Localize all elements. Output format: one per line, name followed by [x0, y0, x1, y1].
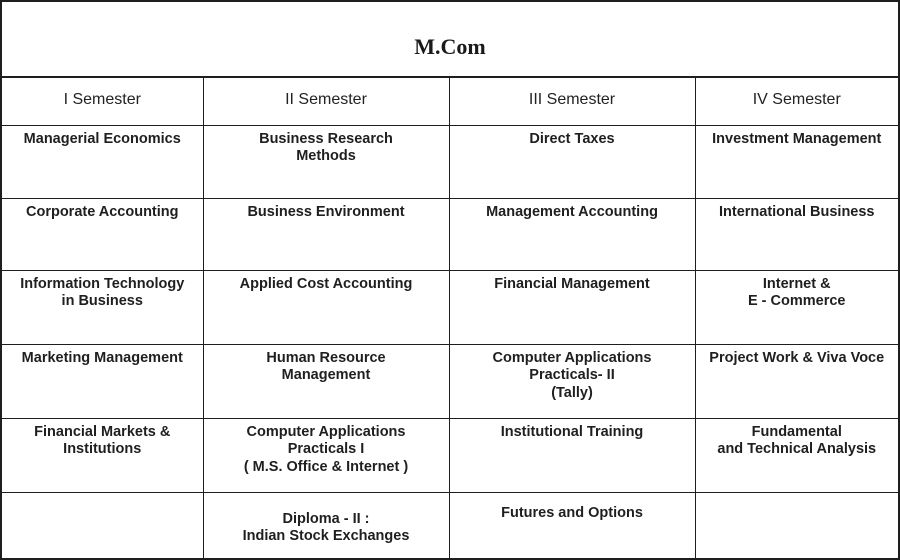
- table-row: [2, 492, 898, 560]
- title-row: [2, 2, 898, 78]
- table-row: [2, 418, 898, 492]
- table-cell: [2, 125, 203, 198]
- course-name: Direct Taxes: [529, 130, 615, 147]
- course-grid: [2, 76, 898, 560]
- table-cell: [695, 198, 898, 270]
- table-row: [2, 270, 898, 344]
- course-name: Financial Markets & Institutions: [34, 423, 171, 457]
- table-cell: [203, 418, 449, 492]
- course-name: Information Technology in Business: [20, 275, 185, 309]
- semester-label: II Semester: [285, 91, 367, 109]
- table-cell: [449, 418, 695, 492]
- semester-header: [449, 76, 695, 125]
- table-cell: [695, 270, 898, 344]
- table-cell: [449, 270, 695, 344]
- table-cell: [203, 344, 449, 418]
- course-name: Internet & E - Commerce: [747, 275, 846, 309]
- course-name: Financial Management: [494, 275, 650, 292]
- course-name: Computer Applications Practicals- II (Tally): [492, 349, 652, 401]
- course-name: Institutional Training: [500, 423, 644, 440]
- course-name: Corporate Accounting: [25, 203, 179, 220]
- table-cell: [695, 344, 898, 418]
- table-cell: [449, 198, 695, 270]
- semester-header: [2, 76, 203, 125]
- table-cell: [695, 125, 898, 198]
- semester-header: [203, 76, 449, 125]
- table-cell: [203, 492, 449, 560]
- table-cell: [449, 125, 695, 198]
- table-cell: [695, 418, 898, 492]
- table-cell: [695, 492, 898, 560]
- course-name: Human Resource Management: [266, 349, 386, 383]
- table-cell: [2, 198, 203, 270]
- course-name: [2, 493, 203, 498]
- course-name: Business Research Methods: [259, 130, 393, 164]
- course-name: Applied Cost Accounting: [239, 275, 413, 292]
- course-name: International Business: [718, 203, 875, 220]
- course-name: Management Accounting: [486, 203, 658, 220]
- course-name: Business Environment: [247, 203, 405, 220]
- course-name: Marketing Management: [21, 349, 183, 366]
- table-cell: [2, 492, 203, 560]
- course-name: Computer Applications Practicals I ( M.S. Office & Internet ): [243, 423, 409, 475]
- table-row: [2, 344, 898, 418]
- course-name: Investment Management: [712, 130, 882, 147]
- table-cell: [203, 270, 449, 344]
- table-row: [2, 198, 898, 270]
- table-cell: [2, 344, 203, 418]
- course-name: Project Work & Viva Voce: [709, 349, 885, 366]
- course-name: Managerial Economics: [23, 130, 181, 147]
- semester-label: IV Semester: [752, 91, 841, 109]
- semester-header-row: [2, 76, 898, 125]
- semester-header: [695, 76, 898, 125]
- table-title: M.Com: [414, 34, 486, 59]
- course-name: [696, 493, 899, 498]
- course-name: Fundamental and Technical Analysis: [717, 423, 877, 457]
- table-cell: [203, 125, 449, 198]
- table-cell: [2, 270, 203, 344]
- table-cell: [449, 344, 695, 418]
- semester-label: III Semester: [528, 91, 616, 109]
- course-name: Futures and Options: [501, 504, 643, 521]
- table-cell: [449, 492, 695, 560]
- semester-label: I Semester: [63, 91, 141, 109]
- table-cell: [203, 198, 449, 270]
- course-name: Diploma - II : Indian Stock Exchanges: [242, 510, 410, 544]
- table-cell: [2, 418, 203, 492]
- table-row: [2, 125, 898, 198]
